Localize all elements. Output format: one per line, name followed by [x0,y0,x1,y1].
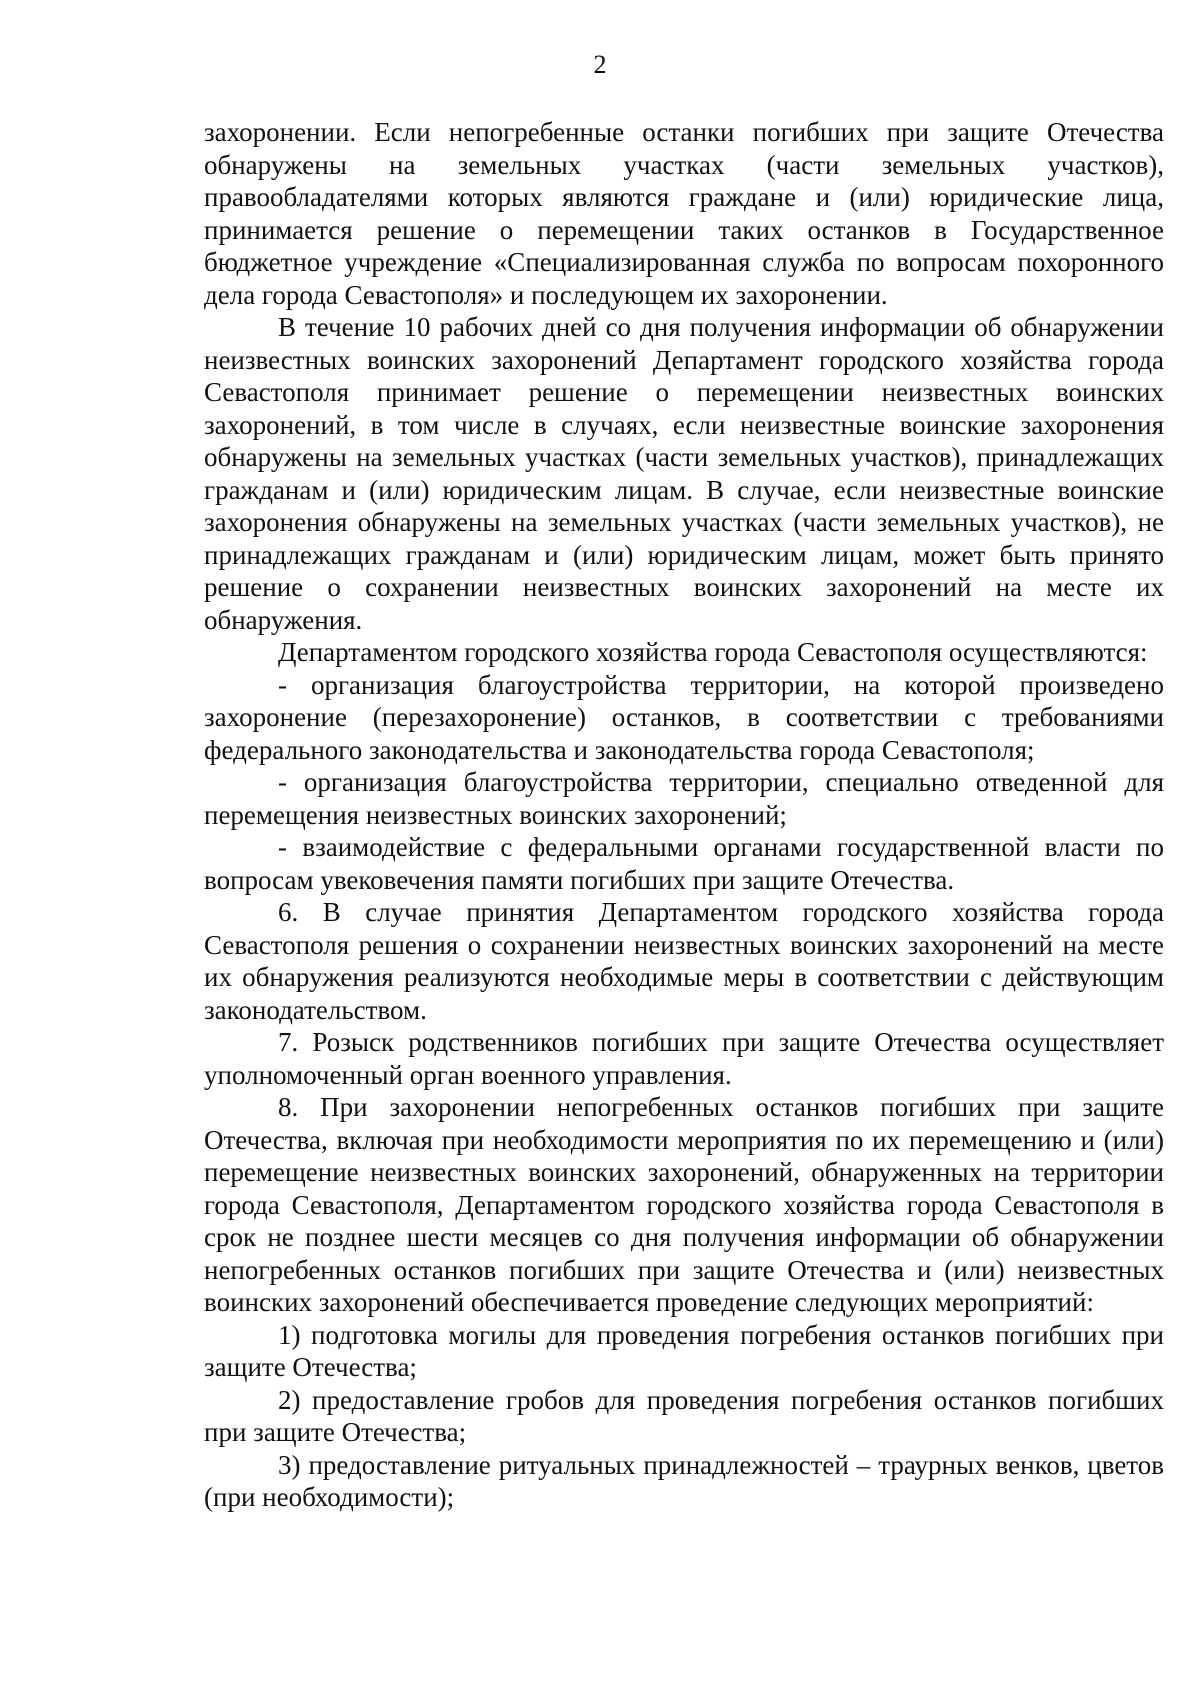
clause-7: 7. Розыск родственников погибших при защите Отечества осуществляет уполномоченный орган военного управления. [204,1027,1164,1090]
clause-8: 8. При захоронении непогребенных останков погибших при защите Отечества, включая при необходимости мероприятия по их перемещению и (или) перемещение неизвестных воинских захоронений, обнаруженных на территории города Севастополя, Департаментом городского хозяйства города Севастополя в срок не позднее шести месяцев со дня получения информации об обнаружении непогребенных останков погибших при защите Отечества и (или) неизвестных воинских захоронений обеспечивается проведение следующих мероприятий: [204,1092,1164,1317]
paragraph-continuation: захоронении. Если непогребенные останки погибших при защите Отечества обнаружены на земельных участках (части земельных участков), правообладателями которых являются граждане и (или) юридические лица, принимается решение о перемещении таких останков в Государственное бюджетное учреждение «Специализированная служба по вопросам похоронного дела города Севастополя» и последующем их захоронении. [204,117,1164,310]
list-item-federal-interaction: - взаимодействие с федеральными органами государственной власти по вопросам увековечения памяти погибших при защите Отечества. [204,832,1164,895]
paragraph-ten-days: В течение 10 рабочих дней со дня получения информации об обнаружении неизвестных воинских захоронений Департамент городского хозяйства города Севастополя принимает решение о перемещении неизвестных воинских захоронений, в том числе в случаях, если неизвестные воинские захоронения обнаружены на земельных участках (части земельных участков), принадлежащих гражданам и (или) юридическим лицам. В случае, если неизвестные воинские захоронения обнаружены на земельных участках (части земельных участков), не принадлежащих гражданам и (или) юридическим лицам, может быть принято решение о сохранении неизвестных воинских захоронений на месте их обнаружения. [204,312,1164,635]
clause-8-item-3: 3) предоставление ритуальных принадлежностей – траурных венков, цветов (при необходимости); [204,1449,1164,1512]
page-number: 2 [593,50,607,79]
list-item-landscaping-relocation: - организация благоустройства территории, специально отведенной для перемещения неизвестных воинских захоронений; [204,767,1164,830]
list-item-landscaping-burial: - организация благоустройства территории, на которой произведено захоронение (перезахоронение) останков, в соответствии с требованиями федерального законодательства и законодательства города Севастополя; [204,669,1164,765]
paragraph-department-duties: Департаментом городского хозяйства города Севастополя осуществляются: [278,637,1148,667]
clause-8-item-1: 1) подготовка могилы для проведения погребения останков погибших при защите Отечества; [204,1319,1164,1382]
clause-6: 6. В случае принятия Департаментом городского хозяйства города Севастополя решения о сохранении неизвестных воинских захоронений на месте их обнаружения реализуются необходимые меры в соответствии с действующим законодательством. [204,897,1164,1025]
clause-8-item-2: 2) предоставление гробов для проведения погребения останков погибших при защите Отечества; [204,1384,1164,1447]
document-body [204,116,1164,1514]
